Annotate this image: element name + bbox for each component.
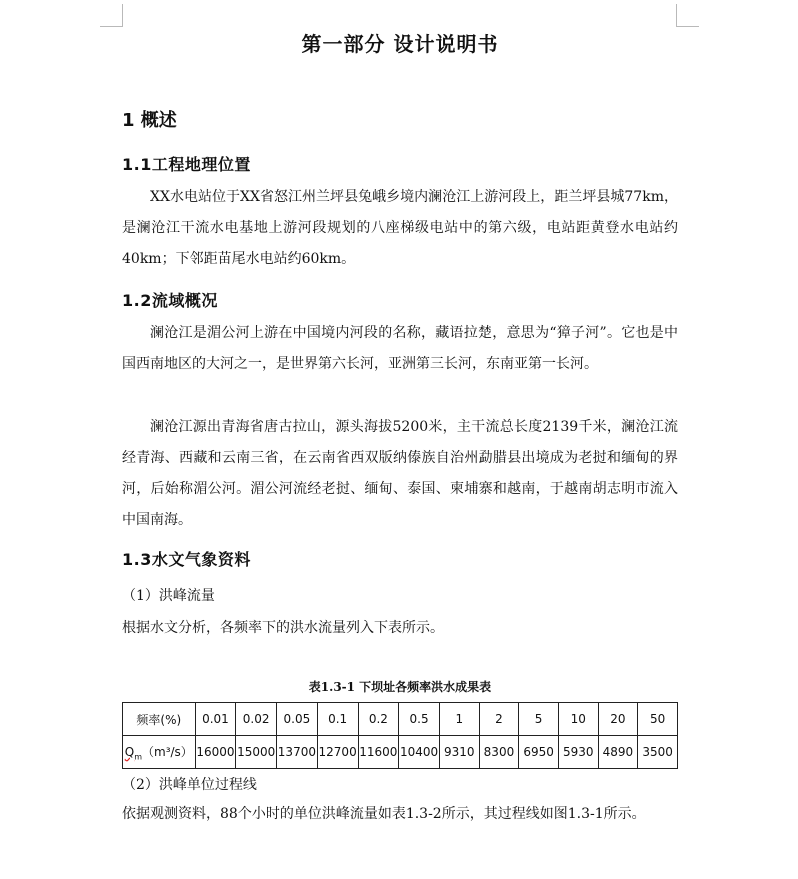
text-unit-hydrograph: 依据观测资料，88个小时的单位洪峰流量如表1.3-2所示，其过程线如图1.3-1所示。 xyxy=(122,806,646,822)
table-cell: 0.05 xyxy=(277,703,318,736)
flood-table xyxy=(122,702,678,769)
paragraph-location: XX水电站位于XX省怒江州兰坪县兔峨乡境内澜沧江上游河段上，距兰坪县城77km，是澜沧江干流水电基地上游河段规划的八座梯级电站中的第六级，电站距黄登水电站约40km；下邻距苗尾水电站约60km。 xyxy=(122,189,678,267)
heading-basin: 1.2流域概况 xyxy=(122,291,218,310)
paragraph-basin-1: 澜沧江是湄公河上游在中国境内河段的名称，藏语拉楚，意思为“獐子河”。它也是中国西南地区的大河之一，是世界第六长河，亚洲第三长河，东南亚第一长河。 xyxy=(122,325,678,372)
table-cell: 4890 xyxy=(598,736,638,769)
table-cell: 15000 xyxy=(236,736,277,769)
table-cell: 0.02 xyxy=(236,703,277,736)
subheading-unit-hydrograph: （2）洪峰单位过程线 xyxy=(122,777,257,793)
subheading-flood-peak: （1）洪峰流量 xyxy=(122,588,215,604)
table-cell: 5 xyxy=(519,703,559,736)
table-header-flow: $Q_m(m^3/s)$ xyxy=(123,736,196,769)
table-cell: 11600 xyxy=(358,736,399,769)
table-cell: 16000 xyxy=(195,736,236,769)
table-cell: 10 xyxy=(558,703,598,736)
page-corner-mark-right xyxy=(676,4,699,27)
table-cell: 6950 xyxy=(519,736,559,769)
table-cell: 0.5 xyxy=(399,703,440,736)
table-caption: 表1.3-1 下坝址各频率洪水成果表 xyxy=(308,680,492,694)
paragraph-basin-2: 澜沧江源出青海省唐古拉山，源头海拔5200米，主干流总长度2139千米，澜沧江流经青海、西藏和云南三省，在云南省西双版纳傣族自治州勐腊县出境成为老挝和缅甸的界河，后始称湄公河。湄公河流经老挝、缅甸、泰国、柬埔寨和越南，于越南胡志明市流入中国南海。 xyxy=(122,419,678,528)
document-title: 第一部分 设计说明书 xyxy=(301,32,499,56)
table-row-frequency xyxy=(123,703,678,736)
table-cell: 0.2 xyxy=(358,703,399,736)
table-cell: 0.01 xyxy=(195,703,236,736)
table-cell: 0.1 xyxy=(317,703,358,736)
heading-overview: 1 概述 xyxy=(122,110,177,131)
text-flood-peak: 根据水文分析，各频率下的洪水流量列入下表所示。 xyxy=(122,620,444,636)
table-cell: 20 xyxy=(598,703,638,736)
page-corner-mark-left xyxy=(100,4,123,27)
table-cell: 1 xyxy=(439,703,479,736)
table-cell: 50 xyxy=(638,703,678,736)
table-cell: 3500 xyxy=(638,736,678,769)
table-row-flow xyxy=(123,736,678,769)
table-cell: 13700 xyxy=(277,736,318,769)
table-cell: 12700 xyxy=(317,736,358,769)
table-header-frequency: 频率(%) xyxy=(123,703,196,736)
table-cell: 9310 xyxy=(439,736,479,769)
table-cell: 10400 xyxy=(399,736,440,769)
heading-hydrology: 1.3水文气象资料 xyxy=(122,550,251,569)
table-cell: 8300 xyxy=(479,736,519,769)
table-cell: 2 xyxy=(479,703,519,736)
table-cell: 5930 xyxy=(558,736,598,769)
heading-location: 1.1工程地理位置 xyxy=(122,155,251,174)
